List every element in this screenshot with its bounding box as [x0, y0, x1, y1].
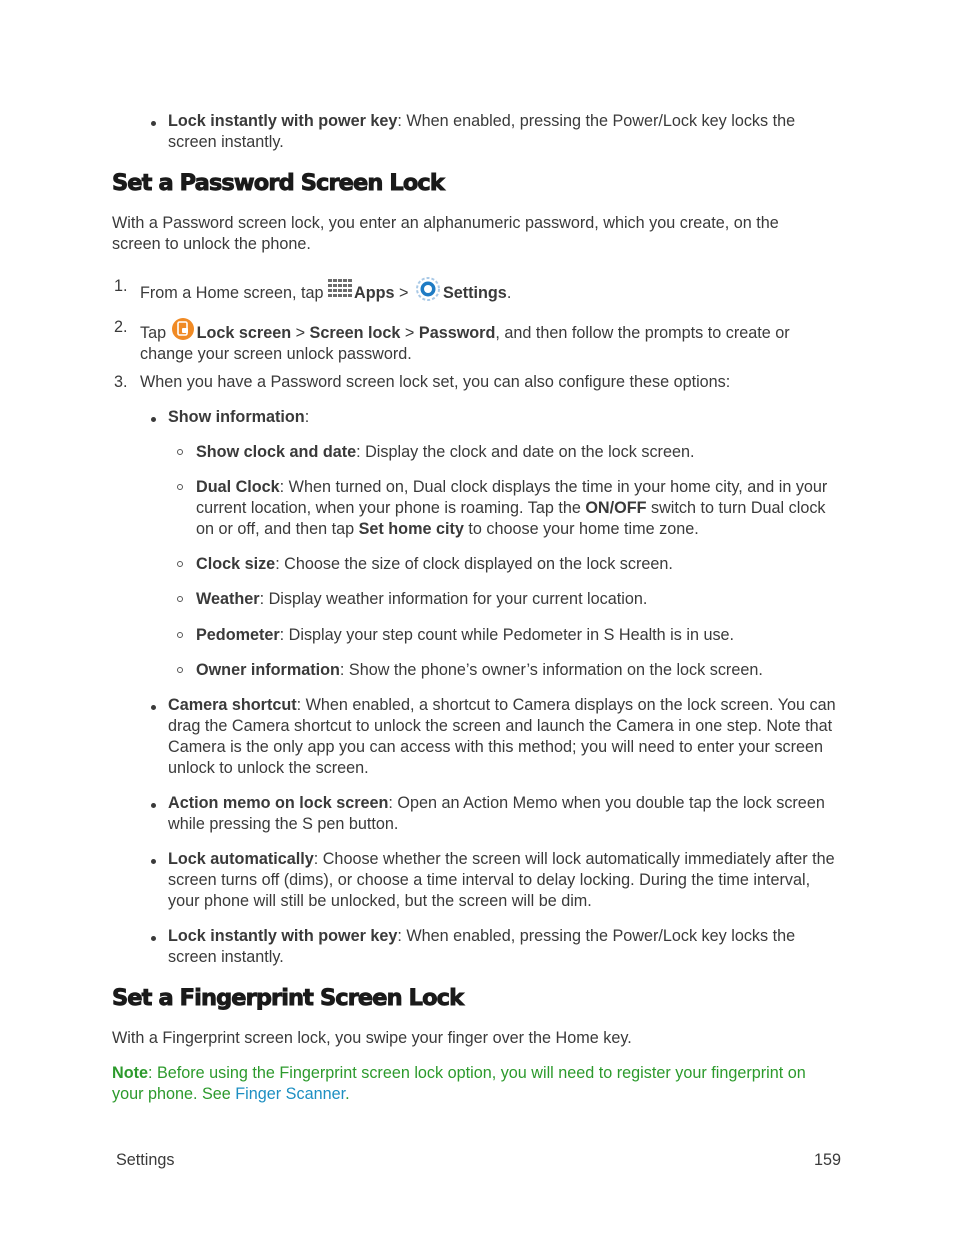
step-number: 2.	[114, 318, 128, 336]
footer-section: Settings	[116, 1151, 175, 1169]
sub-owner-information: Owner information: Show the phone’s owner’s information on the lock screen.	[196, 661, 763, 679]
finger-scanner-link[interactable]: Finger Scanner	[235, 1085, 346, 1103]
note: Note: Before using the Fingerprint screen lock option, you will need to register your fingerprint on your phone. See Finger Scanner.	[112, 1064, 806, 1103]
bullet-camera-shortcut: Camera shortcut: When enabled, a shortcut to Camera displays on the lock screen. You can drag the Camera shortcut to unlock the screen and launch the Camera in one step. Note that Camera is the only app you can access with this method; you will need to enter your screen unlock to unlock the screen.	[168, 696, 836, 777]
apps-grid-icon	[328, 279, 352, 301]
step-number: 1.	[114, 277, 128, 295]
sub-bullet-circle	[177, 484, 183, 490]
bullet-action-memo: Action memo on lock screen: Open an Action Memo when you double tap the lock screen while pressing the S pen button.	[168, 794, 825, 833]
sub-dual-clock: Dual Clock: When turned on, Dual clock displays the time in your home city, and in your current location, when your phone is roaming. Tap the ON/OFF switch to turn Dual clock on or off, and then tap Set home city to choose your home time zone.	[196, 478, 828, 538]
step-3: When you have a Password screen lock set, you can also configure these options:	[140, 373, 731, 391]
lock-screen-icon	[171, 317, 195, 343]
step-number: 3.	[114, 373, 128, 391]
bullet-show-information: Show information:	[168, 408, 310, 426]
step-2: Tap Lock screen > Screen lock > Password, and then follow the prompts to create or change your screen unlock password.	[140, 317, 840, 365]
bullet-dot	[151, 121, 156, 126]
footer-page-number: 159	[814, 1151, 842, 1169]
bullet-dot	[151, 803, 156, 808]
settings-gear-icon	[415, 276, 441, 302]
sub-bullet-circle	[177, 561, 183, 567]
sub-bullet-circle	[177, 596, 183, 602]
bullet-dot	[151, 859, 156, 864]
bullet-dot	[151, 417, 156, 422]
sub-bullet-circle	[177, 632, 183, 638]
bullet-dot	[151, 705, 156, 710]
bullet-dot	[151, 936, 156, 941]
sub-weather: Weather: Display weather information for your current location.	[196, 590, 648, 608]
password-intro: With a Password screen lock, you enter an alphanumeric password, which you create, on the screen to unlock the phone.	[112, 214, 779, 253]
bullet-lock-automatically: Lock automatically: Choose whether the screen will lock automatically immediately after the screen turns off (dims), or choose a time interval to delay locking. During the time interval, your phone will still be unlocked, but the screen will be dim.	[168, 850, 835, 910]
bullet-lock-instantly-top: Lock instantly with power key: When enabled, pressing the Power/Lock key locks the screen instantly.	[168, 112, 796, 151]
sub-bullet-circle	[177, 667, 183, 673]
heading-password-lock: Set a Password Screen Lock	[112, 170, 444, 196]
sub-pedometer: Pedometer: Display your step count while Pedometer in S Health is in use.	[196, 626, 735, 644]
bullet-lock-instantly: Lock instantly with power key: When enabled, pressing the Power/Lock key locks the screen instantly.	[168, 927, 796, 966]
sub-show-clock-date: Show clock and date: Display the clock and date on the lock screen.	[196, 443, 695, 461]
sub-bullet-circle	[177, 449, 183, 455]
fingerprint-intro: With a Fingerprint screen lock, you swipe your finger over the Home key.	[112, 1029, 632, 1047]
heading-fingerprint-lock: Set a Fingerprint Screen Lock	[112, 985, 464, 1011]
step-1: From a Home screen, tap Apps > Settings.	[140, 276, 840, 304]
sub-clock-size: Clock size: Choose the size of clock displayed on the lock screen.	[196, 555, 673, 573]
